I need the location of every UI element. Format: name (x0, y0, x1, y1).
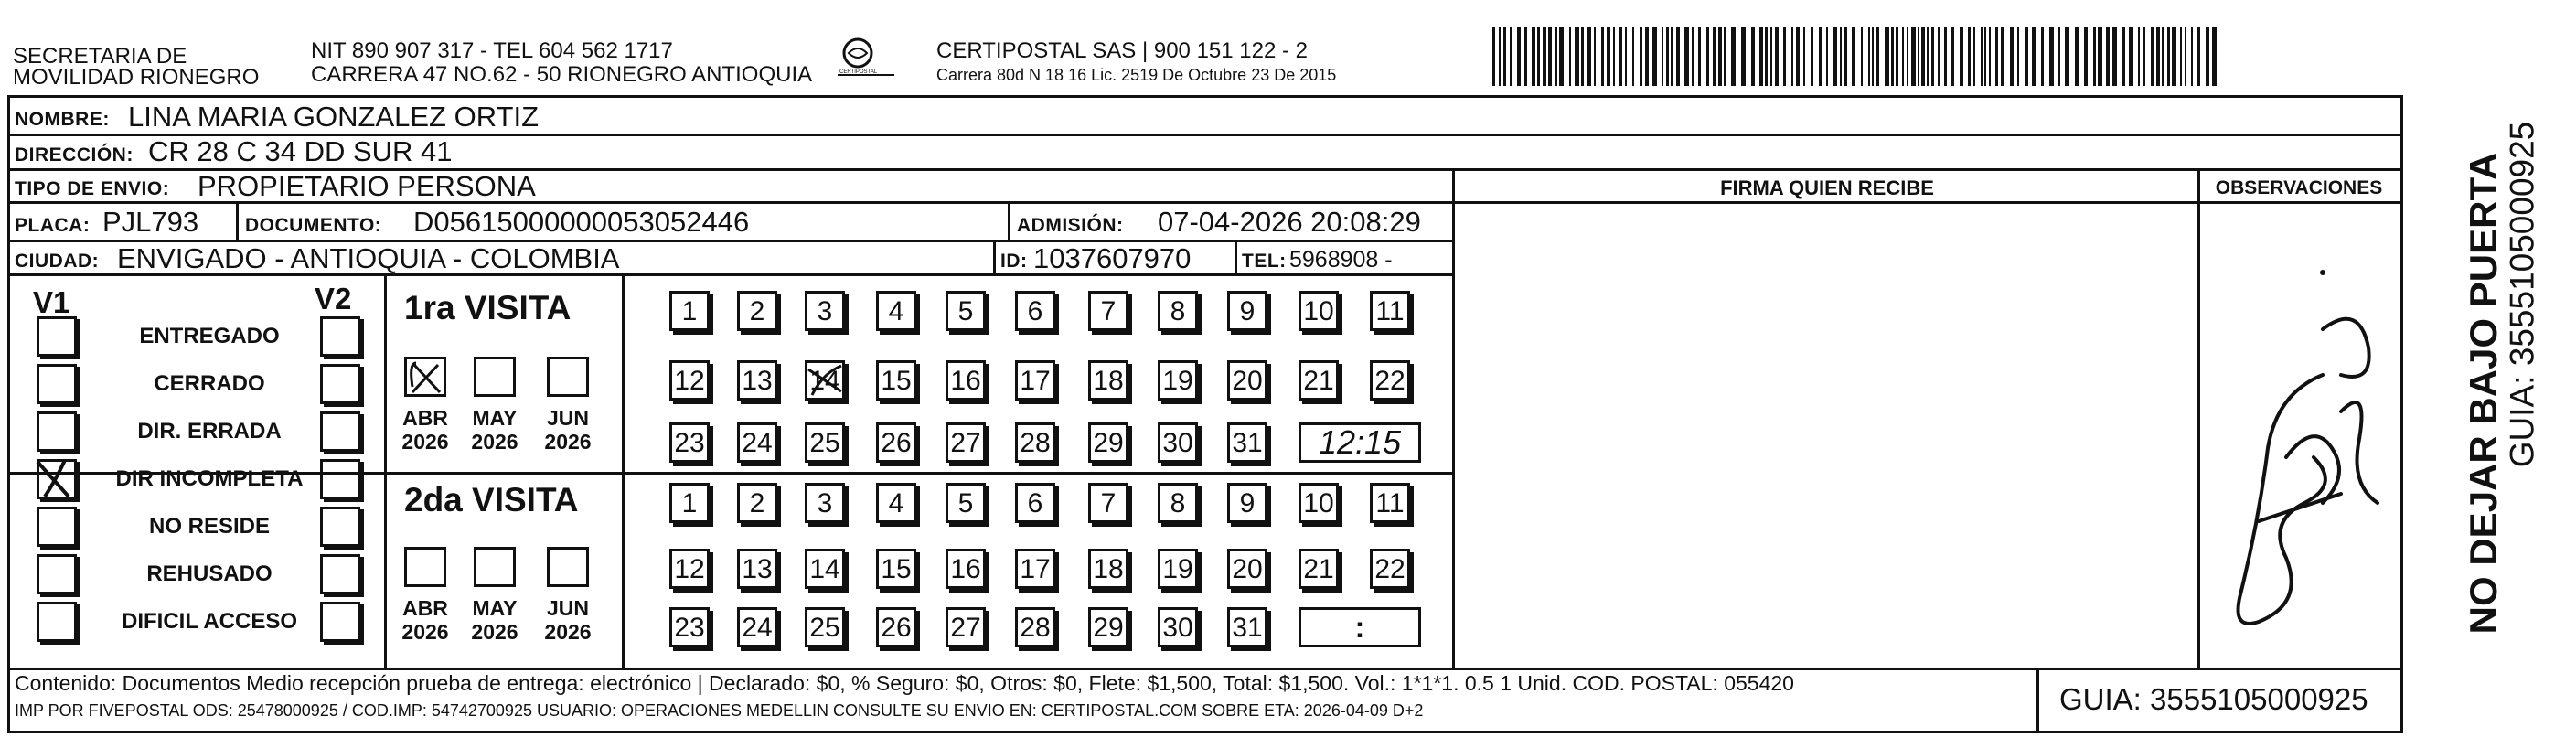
day-number: 27 (950, 428, 981, 458)
visit1-day-box[interactable] (805, 291, 845, 331)
ciudad-value: ENVIGADO - ANTIOQUIA - COLOMBIA (117, 242, 620, 274)
day-number: 8 (1170, 488, 1186, 518)
placa-label: PLACA: (15, 215, 91, 236)
day-number: 13 (742, 554, 773, 584)
day-number: 18 (1093, 554, 1124, 584)
day-number: 17 (1020, 554, 1051, 584)
day-number: 12 (674, 366, 705, 396)
visit2-month-checkbox[interactable] (404, 547, 446, 587)
visit2-day-box[interactable] (1370, 483, 1410, 523)
visit1-day-box[interactable] (946, 291, 986, 331)
day-number: 9 (1239, 296, 1256, 326)
v2-checkbox[interactable] (320, 411, 360, 452)
visit1-day-box[interactable] (876, 422, 916, 463)
footer-imp: IMP POR FIVEPOSTAL ODS: 25478000925 / COD.IMP: 54742700925 USUARIO: OPERACIONES MEDELLIN CONSULTE SU ENVIO EN: CERTIPOSTAL.COM SOBRE ETA: 2026-04-09 D+2 (15, 701, 1424, 720)
day-number: 5 (957, 488, 974, 518)
day-number: 29 (1093, 428, 1124, 458)
tel-value: 5968908 - (1289, 247, 1393, 272)
visit1-day-box[interactable] (669, 360, 710, 401)
side-warning: NO DEJAR BAJO PUERTA (2462, 152, 2505, 635)
visit2-day-box[interactable] (1158, 607, 1198, 647)
status-label: ENTREGADO (139, 324, 280, 348)
visit1-day-box[interactable] (1015, 422, 1055, 463)
id-label: ID: (1000, 251, 1028, 272)
v1-label: V1 (33, 285, 70, 319)
day-number: 15 (881, 366, 912, 396)
visit1-day-box[interactable] (1370, 291, 1410, 331)
nombre-label: NOMBRE: (15, 109, 110, 130)
visit1-day-box[interactable] (876, 291, 916, 331)
visit1-day-box[interactable] (737, 422, 777, 463)
status-label: DIR INCOMPLETA (115, 466, 304, 491)
visit2-day-box[interactable] (1370, 549, 1410, 589)
v2-label: V2 (315, 282, 352, 315)
day-number: 29 (1093, 613, 1124, 643)
day-number: 30 (1162, 613, 1193, 643)
visit2-day-box[interactable] (805, 549, 845, 589)
day-number: 18 (1093, 366, 1124, 396)
documento-label: DOCUMENTO: (245, 215, 382, 236)
visit2-day-box[interactable] (1088, 607, 1128, 647)
side-guia: GUIA: 3555105000925 (2503, 121, 2541, 468)
day-number: 24 (742, 613, 773, 643)
v2-checkbox[interactable] (320, 507, 360, 547)
day-number: 11 (1375, 488, 1405, 518)
v1-checkbox[interactable] (37, 411, 77, 452)
visit1-month-label: JUN (546, 406, 589, 430)
day-number: 22 (1374, 366, 1406, 396)
v1-checkbox[interactable] (37, 364, 77, 404)
observaciones-label: OBSERVACIONES (2215, 177, 2383, 198)
day-number: 10 (1303, 296, 1334, 326)
visit2-day-box[interactable] (805, 607, 845, 647)
visit2-day-box[interactable] (737, 607, 777, 647)
visit1-day-box[interactable] (1088, 360, 1128, 401)
visit1-day-box[interactable] (876, 360, 916, 401)
visit2-day-box[interactable] (669, 607, 710, 647)
tel-label: TEL: (1242, 251, 1287, 272)
day-number: 26 (881, 428, 912, 458)
visit1-day-box[interactable] (1088, 291, 1128, 331)
visit2-day-box[interactable] (669, 483, 710, 523)
visit2-day-box[interactable] (1015, 549, 1055, 589)
visit2-day-box[interactable] (1088, 483, 1128, 523)
visit2-day-box[interactable] (876, 549, 916, 589)
visit2-day-box[interactable] (946, 549, 986, 589)
visit2-day-box[interactable] (1015, 483, 1055, 523)
visit1-day-box[interactable] (737, 291, 777, 331)
v2-checkbox[interactable] (320, 364, 360, 404)
admision-value: 07-04-2026 20:08:29 (1158, 206, 1421, 238)
visit1-month-label: ABR (402, 406, 448, 430)
v1-checkbox[interactable] (37, 459, 77, 499)
visit1-day-box[interactable] (1299, 291, 1339, 331)
day-number: 21 (1303, 366, 1334, 396)
day-number: 6 (1027, 488, 1043, 518)
day-number: 22 (1374, 554, 1406, 584)
tipo-envio-label: TIPO DE ENVIO: (15, 178, 170, 199)
visit1-year-label: 2026 (401, 430, 449, 454)
day-number: 6 (1027, 296, 1043, 326)
v1-checkbox[interactable] (37, 602, 77, 642)
certipostal-logo: CERTIPOSTAL (838, 35, 894, 82)
day-number: 3 (817, 488, 833, 518)
day-number: 2 (749, 296, 765, 326)
v1-checkbox[interactable] (37, 554, 77, 594)
day-number: 1 (681, 296, 698, 326)
visit2-month-checkbox[interactable] (474, 547, 516, 587)
status-label: DIFICIL ACCESO (121, 609, 297, 634)
visit1-day-box[interactable] (669, 422, 710, 463)
visit2-day-box[interactable] (669, 549, 710, 589)
day-number: 11 (1375, 296, 1405, 326)
visit1-day-box[interactable] (1088, 422, 1128, 463)
placa-value: PJL793 (102, 206, 199, 238)
handwritten-signature (2204, 265, 2400, 649)
visit2-day-box[interactable] (737, 549, 777, 589)
visit2-day-box[interactable] (876, 483, 916, 523)
visit1-day-box[interactable] (1299, 360, 1339, 401)
visit2-day-box[interactable] (1015, 607, 1055, 647)
status-label: CERRADO (154, 371, 265, 396)
day-number: 3 (817, 296, 833, 326)
visit2-day-box[interactable] (1227, 483, 1267, 523)
visit2-month-label: ABR (402, 596, 448, 620)
visit2-day-box[interactable] (1088, 549, 1128, 589)
day-number: 8 (1170, 296, 1186, 326)
day-number: 7 (1100, 488, 1117, 518)
visit1-day-box[interactable] (1227, 360, 1267, 401)
visit1-month-checkbox[interactable] (404, 357, 446, 397)
day-number: 16 (950, 366, 981, 396)
visit2-year-label: 2026 (544, 620, 592, 644)
day-number: 20 (1232, 366, 1263, 396)
day-number: 31 (1232, 613, 1263, 643)
day-number: 19 (1162, 366, 1193, 396)
visit2-day-box[interactable] (946, 483, 986, 523)
visit2-year-label: 2026 (401, 620, 449, 644)
v1-checkbox[interactable] (37, 316, 77, 357)
visit1-day-box[interactable] (805, 422, 845, 463)
day-number: 31 (1232, 428, 1263, 458)
day-number: 7 (1100, 296, 1117, 326)
visit2-month-label: JUN (546, 596, 589, 620)
visit2-title: 2da VISITA (404, 481, 579, 518)
direccion-value: CR 28 C 34 DD SUR 41 (148, 135, 453, 167)
company-name: CERTIPOSTAL SAS | 900 151 122 - 2 (936, 38, 1308, 63)
footer-guia: GUIA: 3555105000925 (2059, 682, 2368, 716)
day-number: 5 (957, 296, 974, 326)
day-number: 2 (749, 488, 765, 518)
day-number: 23 (674, 428, 705, 458)
visit2-day-box[interactable] (1299, 483, 1339, 523)
visit2-day-box[interactable] (946, 607, 986, 647)
sender-name-line2: MOVILIDAD RIONEGRO (13, 65, 260, 90)
day-number: 25 (809, 428, 840, 458)
day-number: 15 (881, 554, 912, 584)
v2-checkbox[interactable] (320, 316, 360, 357)
visit1-day-box[interactable] (1370, 360, 1410, 401)
nombre-value: LINA MARIA GONZALEZ ORTIZ (128, 101, 540, 133)
day-number: 14 (809, 366, 840, 396)
day-number: 4 (888, 296, 904, 326)
visit2-year-label: 2026 (471, 620, 518, 644)
day-number: 28 (1020, 613, 1051, 643)
visit2-month-label: MAY (472, 596, 518, 620)
day-number: 21 (1303, 554, 1334, 584)
visit1-year-label: 2026 (471, 430, 518, 454)
visit2-time-field[interactable]: : (1299, 607, 1421, 647)
visit1-month-label: MAY (472, 406, 518, 430)
visit2-day-box[interactable] (1227, 607, 1267, 647)
visit1-day-box[interactable] (669, 291, 710, 331)
tipo-envio-value: PROPIETARIO PERSONA (198, 170, 536, 202)
visit2-day-box[interactable] (876, 607, 916, 647)
sender-nit: NIT 890 907 317 - TEL 604 562 1717 (311, 38, 673, 63)
footer-contenido: Contenido: Documentos Medio recepción prueba de entrega: electrónico | Declarado: $0, % Seguro: $0, Otros: $0, Flete: $1,500, Total: $1,500. Vol.: 1*1*1. 0.5 1 Unid. COD. POSTAL: 055420 (15, 671, 1794, 695)
v1-checkbox[interactable] (37, 507, 77, 547)
visit2-day-box[interactable] (1227, 549, 1267, 589)
id-value: 1037607970 (1033, 242, 1192, 274)
day-number: 30 (1162, 428, 1193, 458)
v2-checkbox[interactable] (320, 602, 360, 642)
day-number: 23 (674, 613, 705, 643)
visit1-day-box[interactable] (805, 360, 845, 401)
barcode (1492, 27, 2224, 86)
day-number: 16 (950, 554, 981, 584)
day-number: 17 (1020, 366, 1051, 396)
v2-checkbox[interactable] (320, 554, 360, 594)
visit2-day-box[interactable] (1158, 549, 1198, 589)
v2-checkbox[interactable] (320, 459, 360, 499)
visit1-day-box[interactable] (946, 360, 986, 401)
company-license: Carrera 80d N 18 16 Lic. 2519 De Octubre 23 De 2015 (936, 66, 1337, 84)
visit1-year-label: 2026 (544, 430, 592, 454)
day-number: 19 (1162, 554, 1193, 584)
visit1-day-box[interactable] (737, 360, 777, 401)
day-number: 10 (1303, 488, 1334, 518)
status-label: NO RESIDE (148, 514, 271, 539)
visit1-day-box[interactable] (946, 422, 986, 463)
day-number: 20 (1232, 554, 1263, 584)
day-number: 13 (742, 366, 773, 396)
day-number: 12 (674, 554, 705, 584)
firma-label: FIRMA QUIEN RECIBE (1720, 176, 1934, 199)
direccion-label: DIRECCIÓN: (15, 144, 134, 166)
visit1-month-checkbox[interactable] (547, 357, 589, 397)
visit1-month-checkbox[interactable] (474, 357, 516, 397)
visit2-month-checkbox[interactable] (547, 547, 589, 587)
sender-address: CARRERA 47 NO.62 - 50 RIONEGRO ANTIOQUIA (311, 62, 813, 87)
visit1-day-box[interactable] (1158, 360, 1198, 401)
visit1-day-box[interactable] (1227, 291, 1267, 331)
day-number: 25 (809, 613, 840, 643)
ciudad-label: CIUDAD: (15, 251, 100, 272)
day-number: 14 (809, 554, 840, 584)
visit2-day-box[interactable] (1158, 483, 1198, 523)
day-number: 1 (681, 488, 698, 518)
sender-name-line1: SECRETARIA DE (13, 44, 187, 69)
visit2-day-box[interactable] (737, 483, 777, 523)
visit1-time-field[interactable]: 12:15 (1299, 422, 1421, 463)
visit1-day-box[interactable] (1015, 291, 1055, 331)
day-number: 9 (1239, 488, 1256, 518)
day-number: 28 (1020, 428, 1051, 458)
day-number: 27 (950, 613, 981, 643)
admision-label: ADMISIÓN: (1017, 215, 1124, 236)
visit1-day-box[interactable] (1015, 360, 1055, 401)
status-label: REHUSADO (146, 561, 273, 586)
status-label: DIR. ERRADA (137, 419, 282, 443)
visit1-title: 1ra VISITA (404, 289, 572, 326)
day-number: 26 (881, 613, 912, 643)
visit1-day-box[interactable] (1158, 291, 1198, 331)
visit2-day-box[interactable] (805, 483, 845, 523)
documento-value: D05615000000053052446 (413, 206, 750, 238)
visit2-day-box[interactable] (1299, 549, 1339, 589)
day-number: 4 (888, 488, 904, 518)
visit1-day-box[interactable] (1158, 422, 1198, 463)
day-number: 24 (742, 428, 773, 458)
visit1-day-box[interactable] (1227, 422, 1267, 463)
